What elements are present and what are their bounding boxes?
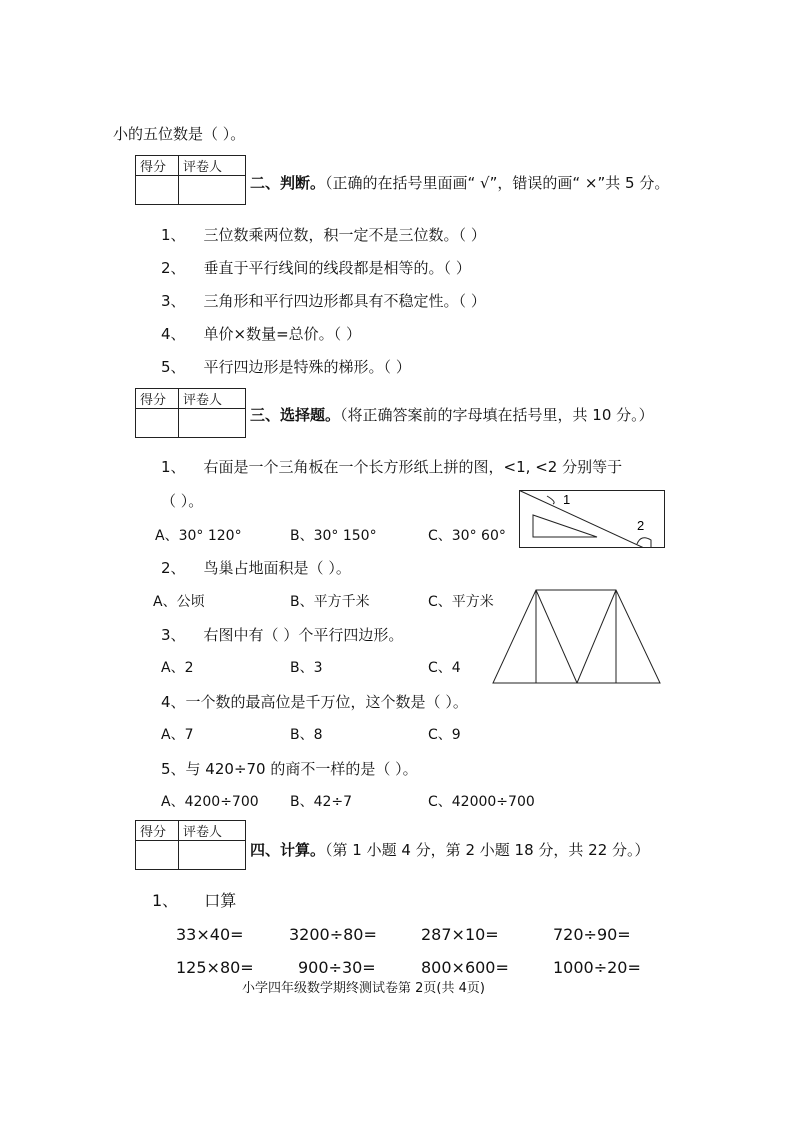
judge-item-2 bbox=[161, 258, 471, 278]
score-cell[interactable] bbox=[136, 176, 179, 205]
q4-option-a: A、7 bbox=[161, 727, 194, 743]
q1-option-a: A、30° 120° bbox=[155, 528, 242, 544]
q3-option-a: A、2 bbox=[161, 660, 194, 676]
section4-title: 四、计算。 bbox=[250, 841, 326, 859]
section2-heading bbox=[250, 173, 669, 193]
q5-option-c: C、42000÷700 bbox=[428, 794, 535, 810]
section2-instruction: （正确的在括号里面画“ √”，错误的画“ ×”共 5 分。 bbox=[325, 174, 670, 192]
calc-r2-c1: 125×80= bbox=[176, 958, 254, 977]
item-num: 4、 bbox=[161, 325, 186, 343]
grader-header: 评卷人 bbox=[179, 156, 246, 176]
section2-title: 二、判断。 bbox=[250, 174, 326, 192]
choice-q2 bbox=[161, 558, 351, 578]
score-cell[interactable] bbox=[136, 409, 179, 438]
q-text: 右图中有（ ）个平行四边形。 bbox=[203, 626, 404, 644]
trapezoid-figure bbox=[492, 589, 662, 685]
sub-num: 1、 bbox=[152, 891, 179, 910]
q-num: 3、 bbox=[161, 626, 186, 644]
q-text: 右面是一个三角板在一个长方形纸上拼的图，<1, <2 分别等于 bbox=[203, 458, 623, 476]
calc-r1-c4: 720÷90= bbox=[553, 925, 631, 944]
choice-q1 bbox=[161, 457, 622, 477]
score-cell[interactable] bbox=[136, 841, 179, 870]
q3-option-b: B、3 bbox=[290, 660, 323, 676]
grader-cell[interactable] bbox=[179, 841, 246, 870]
item-text: 垂直于平行线间的线段都是相等的。（ ） bbox=[203, 259, 471, 277]
item-num: 5、 bbox=[161, 358, 186, 376]
judge-item-1 bbox=[161, 225, 486, 245]
q-text: 鸟巢占地面积是（ ）。 bbox=[203, 559, 351, 577]
score-table-section4 bbox=[135, 820, 246, 870]
section3-instruction: （将正确答案前的字母填在括号里，共 10 分。） bbox=[340, 406, 654, 424]
score-table-section2 bbox=[135, 155, 246, 205]
set-square-figure bbox=[519, 490, 667, 550]
section3-heading bbox=[250, 405, 654, 425]
score-header: 得分 bbox=[136, 821, 179, 841]
q5-option-b: B、42÷7 bbox=[290, 794, 353, 810]
item-text: 三角形和平行四边形都具有不稳定性。（ ） bbox=[203, 292, 486, 310]
section4-heading bbox=[250, 840, 650, 860]
calc-r1-c1: 33×40= bbox=[176, 925, 244, 944]
item-num: 3、 bbox=[161, 292, 186, 310]
calc-r2-c2: 900÷30= bbox=[298, 958, 376, 977]
choice-q5: 5、与 420÷70 的商不一样的是（ ）。 bbox=[161, 760, 418, 778]
grader-cell[interactable] bbox=[179, 176, 246, 205]
q1-blank: （ ）。 bbox=[161, 492, 204, 510]
choice-q3 bbox=[161, 625, 403, 645]
item-text: 平行四边形是特殊的梯形。（ ） bbox=[203, 358, 411, 376]
q-num: 2、 bbox=[161, 559, 186, 577]
grader-header: 评卷人 bbox=[179, 821, 246, 841]
calc-r1-c2: 3200÷80= bbox=[289, 925, 377, 944]
item-text: 单价×数量=总价。（ ） bbox=[203, 325, 361, 343]
item-num: 2、 bbox=[161, 259, 186, 277]
angle-1-label: 1 bbox=[563, 492, 571, 507]
q1-option-c: C、30° 60° bbox=[428, 528, 506, 544]
section4-instruction: （第 1 小题 4 分，第 2 小题 18 分，共 22 分。） bbox=[325, 841, 650, 859]
section3-title: 三、选择题。 bbox=[250, 406, 341, 424]
item-num: 1、 bbox=[161, 226, 186, 244]
q2-option-c: C、平方米 bbox=[428, 594, 494, 610]
q-num: 1、 bbox=[161, 458, 186, 476]
score-header: 得分 bbox=[136, 389, 179, 409]
judge-item-4 bbox=[161, 324, 361, 344]
grader-header: 评卷人 bbox=[179, 389, 246, 409]
q2-option-b: B、平方千米 bbox=[290, 594, 370, 610]
choice-q4: 4、一个数的最高位是千万位，这个数是（ ）。 bbox=[161, 693, 468, 711]
sub-label: 口算 bbox=[204, 891, 237, 910]
calc-r2-c4: 1000÷20= bbox=[553, 958, 641, 977]
q1-option-b: B、30° 150° bbox=[290, 528, 377, 544]
q2-option-a: A、公顷 bbox=[153, 594, 205, 610]
calc-r2-c3: 800×600= bbox=[421, 958, 509, 977]
item-text: 三位数乘两位数，积一定不是三位数。（ ） bbox=[203, 226, 486, 244]
q5-option-a: A、4200÷700 bbox=[161, 794, 259, 810]
calc-r1-c3: 287×10= bbox=[421, 925, 499, 944]
top-line: 小的五位数是（ ）。 bbox=[113, 125, 246, 143]
q4-option-b: B、8 bbox=[290, 727, 323, 743]
score-table-section3 bbox=[135, 388, 246, 438]
page-footer: 小学四年级数学期终测试卷第 2页(共 4页) bbox=[242, 981, 485, 996]
q4-option-c: C、9 bbox=[428, 727, 461, 743]
judge-item-3 bbox=[161, 291, 486, 311]
grader-cell[interactable] bbox=[179, 409, 246, 438]
score-header: 得分 bbox=[136, 156, 179, 176]
judge-item-5 bbox=[161, 357, 411, 377]
q3-option-c: C、4 bbox=[428, 660, 461, 676]
calc-sub1 bbox=[152, 891, 236, 911]
angle-2-label: 2 bbox=[637, 518, 645, 533]
